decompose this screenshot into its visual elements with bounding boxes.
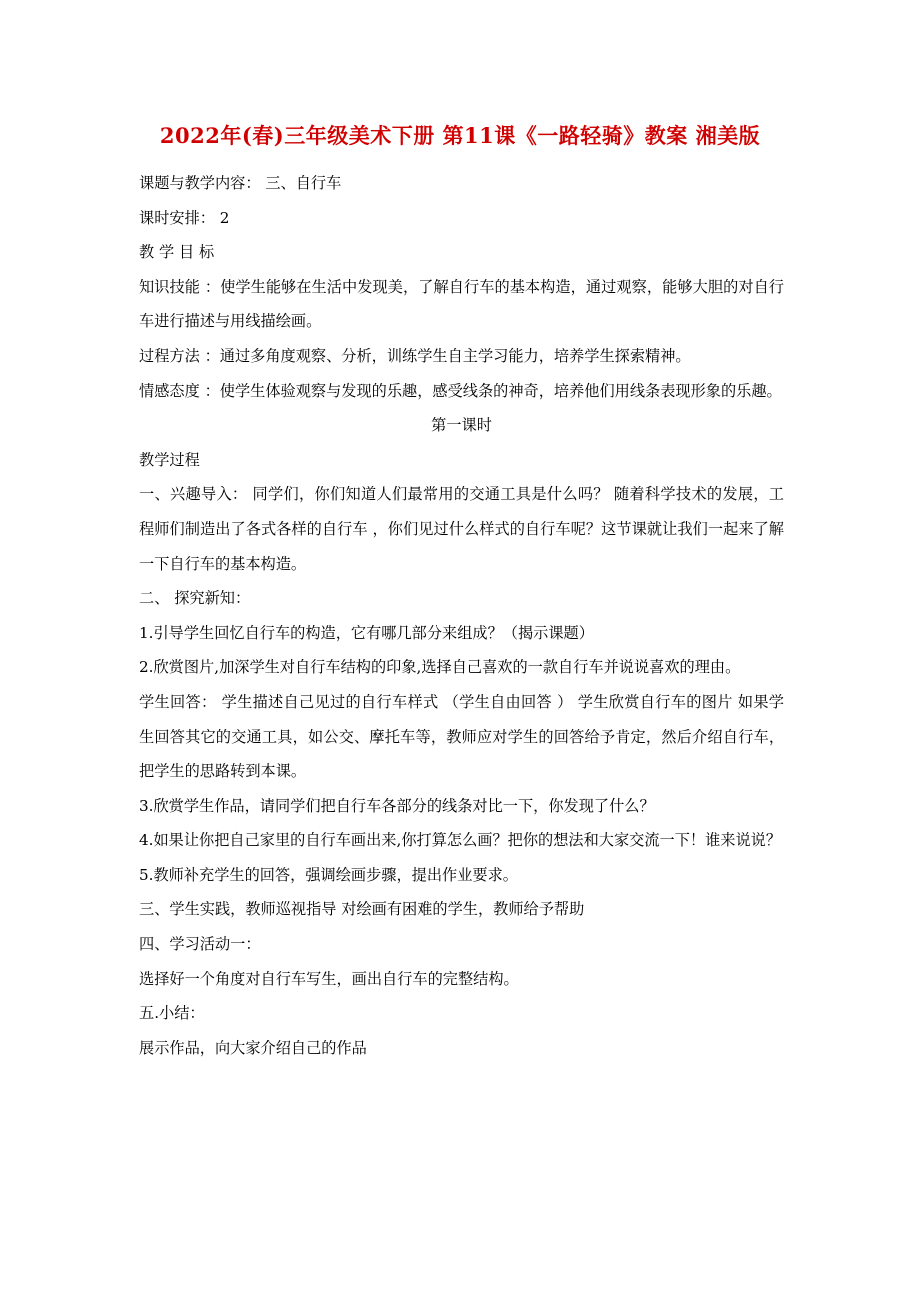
- document-title: 2022年(春)三年级美术下册 第11课《一路轻骑》教案 湘美版: [159, 123, 761, 148]
- step-interest-introduction: 一、兴趣导入： 同学们，你们知道人们最常用的交通工具是什么吗？ 随着科学技术的发展，工程师们制造出了各式各样的自行车 ，你们见过什么样式的自行车呢？这节课就让我们一起来了解一下自行车的基本构造。: [139, 485, 784, 573]
- lesson-topic: 课题与教学内容： 三、自行车: [139, 174, 342, 192]
- learning-activity-task: 选择好一个角度对自行车写生，画出自行车的完整结构。: [139, 969, 519, 988]
- lesson-hours: 课时安排： 2: [139, 208, 230, 227]
- explore-item-2: 2.欣赏图片,加深学生对自行车结构的印象,选择自己喜欢的一款自行车并说说喜欢的理由。: [139, 658, 741, 677]
- explore-item-4: 4.如果让你把自己家里的自行车画出来,你打算怎么画？把你的想法和大家交流一下！谁来说说？: [139, 831, 782, 850]
- goal-knowledge-skills: 知识技能 ：使学生能够在生活中发现美，了解自行车的基本构造，通过观察，能够大胆的对自行车进行描述与用线描绘画。: [139, 277, 784, 331]
- student-answer-paragraph: 学生回答： 学生描述自己见过的自行车样式 （学生自由回答 ） 学生欣赏自行车的图片 如果学生回答其它的交通工具，如公交、摩托车等，教师应对学生的回答给予肯定，然后介绍自行车，把学生的思路转到本课。: [139, 692, 784, 781]
- teaching-process-heading: 教学过程: [139, 450, 200, 469]
- goal-process-methods: 过程方法 ：通过多角度观察、分析，训练学生自主学习能力，培养学生探索精神。: [139, 346, 691, 365]
- teaching-goals-heading: 教 学 目 标: [139, 243, 215, 262]
- step-student-practice: 三、学生实践，教师巡视指导 对绘画有困难的学生，教师给予帮助: [139, 900, 585, 919]
- document-body: [139, 166, 784, 1065]
- step-summary: 五.小结：: [139, 1004, 205, 1023]
- explore-item-5: 5.教师补充学生的回答，强调绘画步骤，提出作业要求。: [139, 865, 518, 884]
- step-learning-activity: 四、学习活动一：: [139, 935, 261, 954]
- summary-content: 展示作品，向大家介绍自己的作品: [139, 1038, 367, 1057]
- step-explore-new-knowledge: 二、 探究新知：: [139, 589, 251, 608]
- explore-item-1: 1.引导学生回忆自行车的构造，它有哪几部分来组成？（揭示课题）: [139, 623, 594, 642]
- goal-emotional-attitude: 情感态度 ：使学生体验观察与发现的乐趣，感受线条的神奇，培养他们用线条表现形象的乐趣。: [139, 381, 782, 400]
- first-period-heading: 第一课时: [431, 416, 492, 435]
- explore-item-3: 3.欣赏学生作品，请同学们把自行车各部分的线条对比一下，你发现了什么？: [139, 796, 655, 815]
